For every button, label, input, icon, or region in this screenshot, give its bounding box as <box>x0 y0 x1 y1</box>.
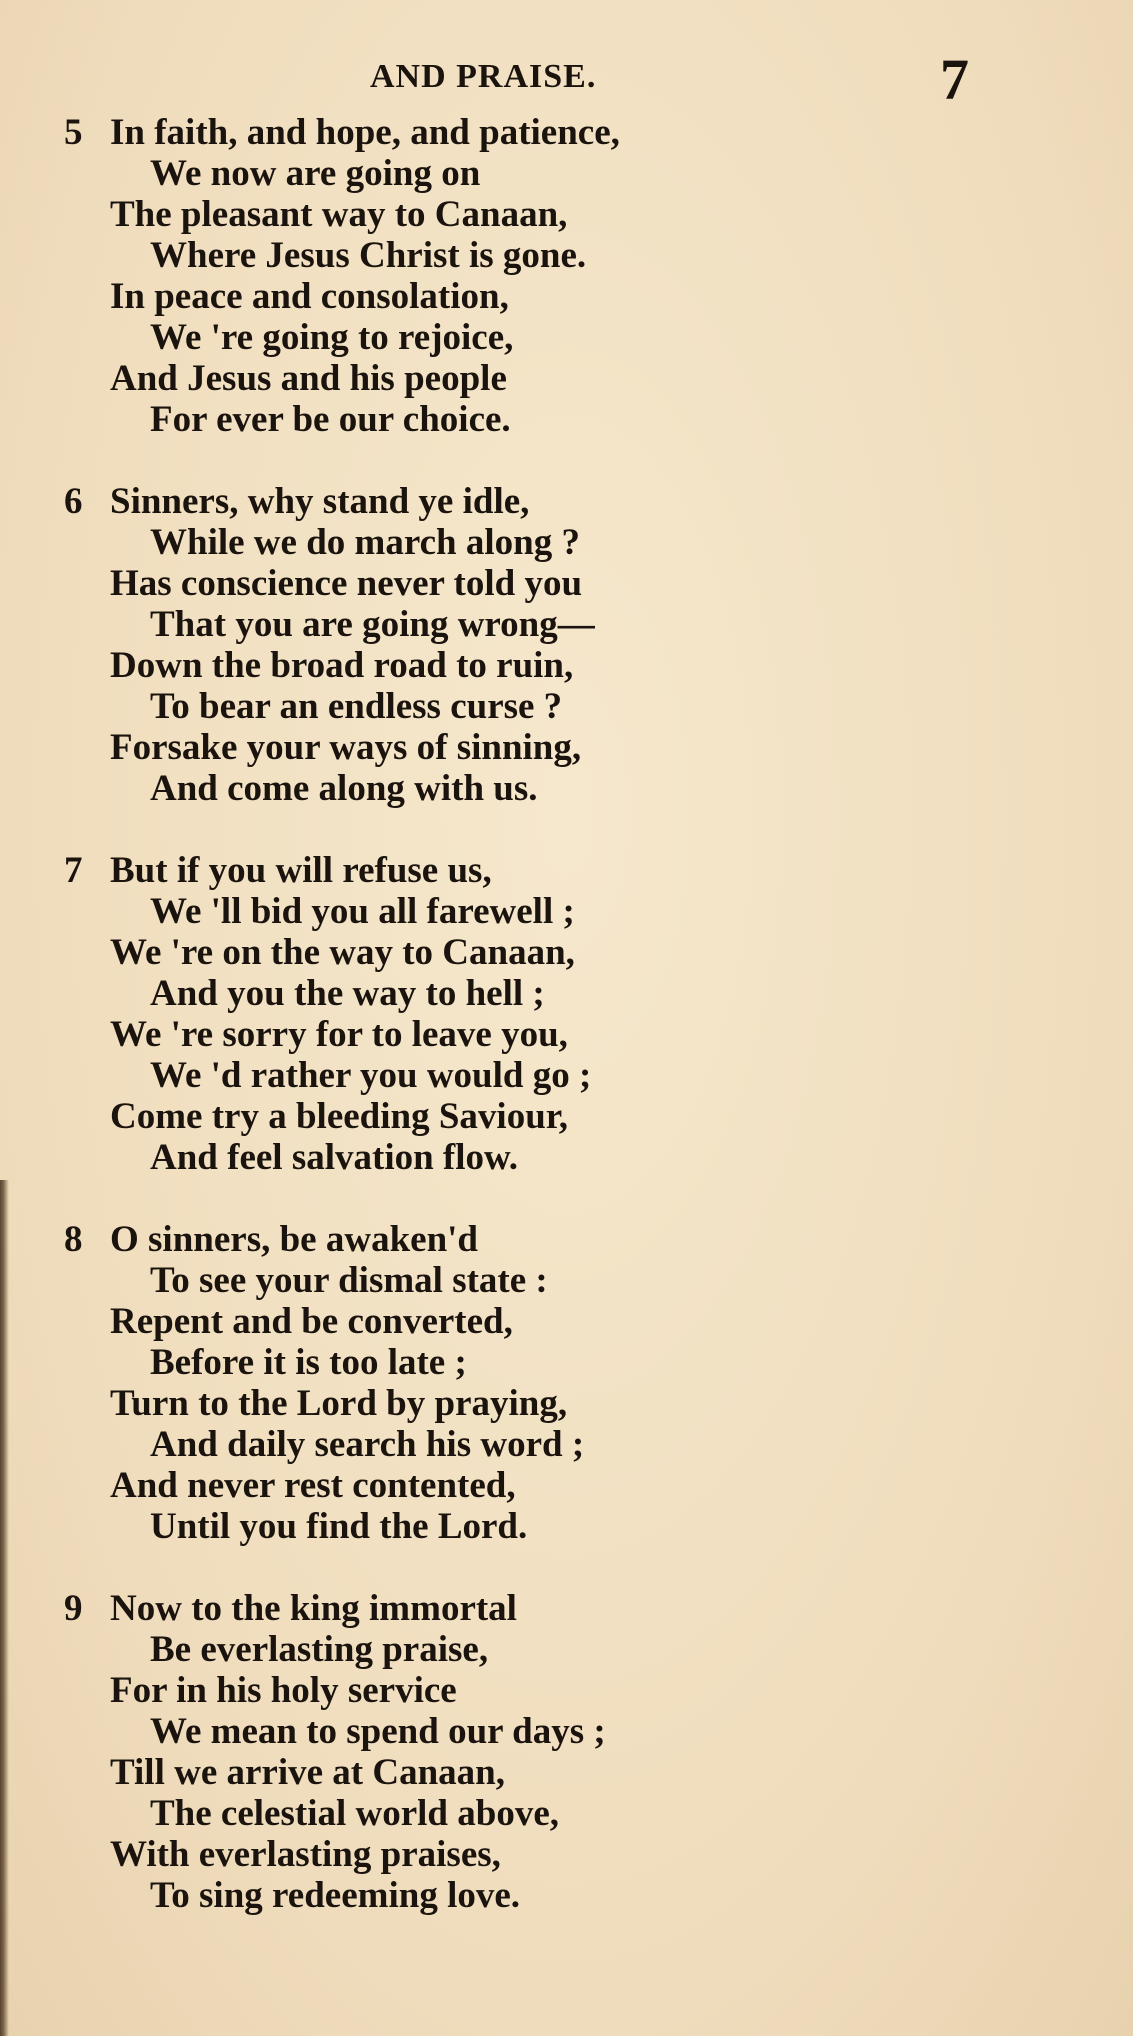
verse-line: And feel salvation flow. <box>150 1137 518 1178</box>
verse-line: Until you find the Lord. <box>150 1506 528 1547</box>
verse-line: With everlasting praises, <box>110 1834 501 1875</box>
verse-line: We 're sorry for to leave you, <box>110 1014 568 1055</box>
verse-line: Be everlasting praise, <box>150 1629 489 1670</box>
verse-line: Before it is too late ; <box>150 1342 467 1383</box>
verse-line: Till we arrive at Canaan, <box>110 1752 505 1793</box>
verse-line: The celestial world above, <box>150 1793 560 1834</box>
verse-line: Turn to the Lord by praying, <box>110 1383 568 1424</box>
hymn-stanzas <box>0 112 1133 1957</box>
stanza-number: 7 <box>64 850 83 891</box>
stanza-8 <box>0 1219 1133 1547</box>
verse-line: To sing redeeming love. <box>150 1875 521 1916</box>
stanza-number: 9 <box>64 1588 83 1629</box>
verse-line: We 're going to rejoice, <box>150 317 514 358</box>
verse-line: While we do march along ? <box>150 522 580 563</box>
verse-line: O sinners, be awaken'd <box>110 1219 479 1260</box>
verse-line: To bear an endless curse ? <box>150 686 563 727</box>
page-header <box>0 47 1133 112</box>
stanza-number: 8 <box>64 1219 83 1260</box>
verse-line: Come try a bleeding Saviour, <box>110 1096 569 1137</box>
verse-line: Down the broad road to ruin, <box>110 645 574 686</box>
verse-line: Forsake your ways of sinning, <box>110 727 582 768</box>
verse-line: And never rest contented, <box>110 1465 516 1506</box>
verse-line: Sinners, why stand ye idle, <box>110 481 530 522</box>
verse-line: The pleasant way to Canaan, <box>110 194 568 235</box>
verse-line: For in his holy service <box>110 1670 457 1711</box>
verse-line: Repent and be converted, <box>110 1301 513 1342</box>
verse-line: To see your dismal state : <box>150 1260 548 1301</box>
stanza-9 <box>0 1588 1133 1916</box>
verse-line: And daily search his word ; <box>150 1424 585 1465</box>
verse-line: In faith, and hope, and patience, <box>110 112 620 153</box>
stanza-number: 5 <box>64 112 83 153</box>
verse-line: We now are going on <box>150 153 481 194</box>
running-title: AND PRAISE. <box>370 58 597 95</box>
verse-line: We 'd rather you would go ; <box>150 1055 592 1096</box>
stanza-7 <box>0 850 1133 1178</box>
verse-line: Has conscience never told you <box>110 563 583 604</box>
verse-line: Where Jesus Christ is gone. <box>150 235 587 276</box>
verse-line: In peace and consolation, <box>110 276 509 317</box>
verse-line: For ever be our choice. <box>150 399 511 440</box>
verse-line: That you are going wrong— <box>150 604 595 645</box>
verse-line: We mean to spend our days ; <box>150 1711 606 1752</box>
stanza-5 <box>0 112 1133 440</box>
stanza-6 <box>0 481 1133 809</box>
verse-line: But if you will refuse us, <box>110 850 492 891</box>
verse-line: We 'll bid you all farewell ; <box>150 891 575 932</box>
page-number: 7 <box>940 47 969 112</box>
verse-line: And Jesus and his people <box>110 358 507 399</box>
stanza-number: 6 <box>64 481 83 522</box>
verse-line: And you the way to hell ; <box>150 973 545 1014</box>
verse-line: We 're on the way to Canaan, <box>110 932 575 973</box>
verse-line: Now to the king immortal <box>110 1588 517 1629</box>
verse-line: And come along with us. <box>150 768 538 809</box>
